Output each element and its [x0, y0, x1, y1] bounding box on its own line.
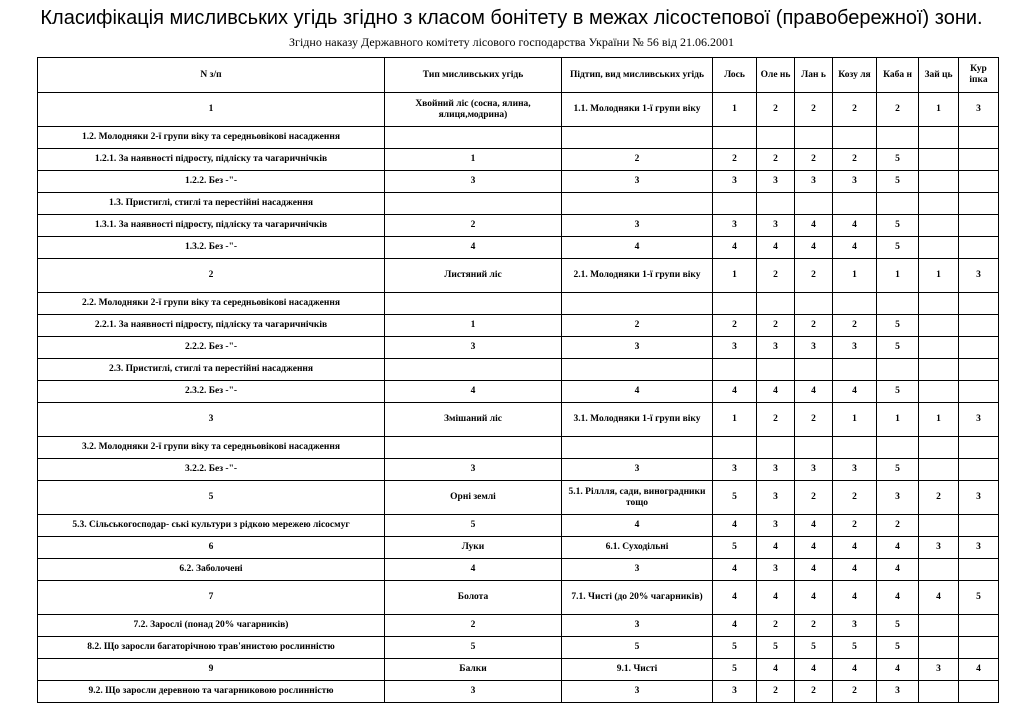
- table-cell-elk: 3: [713, 215, 757, 237]
- table-cell-land-type: Луки: [385, 537, 562, 559]
- table-cell-partridge: [959, 459, 999, 481]
- table-cell-partridge: 3: [959, 93, 999, 127]
- table-cell-roe-deer: 2: [833, 93, 877, 127]
- table-cell-deer: 4: [757, 537, 795, 559]
- table-cell-deer: 3: [757, 215, 795, 237]
- table-cell-roe-deer: [833, 437, 877, 459]
- table-cell-roe-deer: 1: [833, 403, 877, 437]
- table-cell-land-type: 3: [385, 681, 562, 703]
- table-cell-elk: 1: [713, 259, 757, 293]
- table-cell-land-type: Хвойний ліс (сосна, ялина, ялиця,модрина): [385, 93, 562, 127]
- table-cell-deer: 2: [757, 149, 795, 171]
- table-cell-number: 2.2.1. За наявності підросту, підліску та чагаричнічків: [38, 315, 385, 337]
- header-cell-subtype: Підтип, вид мисливських угідь: [562, 58, 713, 93]
- table-cell-deer: 4: [757, 659, 795, 681]
- table-cell-deer: [757, 437, 795, 459]
- table-cell-land-type: 1: [385, 149, 562, 171]
- table-cell-hare: [919, 149, 959, 171]
- table-cell-elk: 4: [713, 615, 757, 637]
- table-row: [38, 659, 999, 681]
- table-cell-subtype: 1.1. Молодняки 1-ї групи віку: [562, 93, 713, 127]
- table-cell-land-type: 3: [385, 459, 562, 481]
- table-cell-fallow-deer: 4: [795, 237, 833, 259]
- table-cell-deer: 3: [757, 559, 795, 581]
- table-cell-wild-boar: 4: [877, 537, 919, 559]
- table-row: [38, 559, 999, 581]
- table-cell-partridge: [959, 193, 999, 215]
- table-cell-subtype: 4: [562, 515, 713, 537]
- table-cell-hare: [919, 437, 959, 459]
- table-cell-hare: [919, 515, 959, 537]
- header-cell-roe-deer: Козу ля: [833, 58, 877, 93]
- table-cell-land-type: Болота: [385, 581, 562, 615]
- table-cell-fallow-deer: 2: [795, 315, 833, 337]
- table-cell-wild-boar: 1: [877, 259, 919, 293]
- table-cell-partridge: [959, 615, 999, 637]
- table-cell-land-type: Змішаний ліс: [385, 403, 562, 437]
- table-cell-partridge: [959, 381, 999, 403]
- table-cell-number: 2.2. Молодняки 2-ї групи віку та середньовікові насадження: [38, 293, 385, 315]
- table-cell-hare: [919, 615, 959, 637]
- table-cell-subtype: 3: [562, 215, 713, 237]
- table-cell-deer: 2: [757, 403, 795, 437]
- table-cell-roe-deer: 5: [833, 637, 877, 659]
- table-cell-fallow-deer: 4: [795, 215, 833, 237]
- table-cell-wild-boar: 2: [877, 515, 919, 537]
- table-cell-hare: 3: [919, 537, 959, 559]
- table-cell-subtype: 3: [562, 681, 713, 703]
- table-cell-partridge: [959, 437, 999, 459]
- table-cell-number: 1.3.1. За наявності підросту, підліску та чагаричнічків: [38, 215, 385, 237]
- table-cell-hare: [919, 381, 959, 403]
- table-cell-number: 2.3.2. Без -"-: [38, 381, 385, 403]
- table-cell-wild-boar: [877, 293, 919, 315]
- table-cell-roe-deer: 3: [833, 337, 877, 359]
- table-cell-land-type: 2: [385, 615, 562, 637]
- table-cell-fallow-deer: [795, 127, 833, 149]
- table-cell-hare: 1: [919, 403, 959, 437]
- table-cell-subtype: [562, 293, 713, 315]
- table-row: [38, 193, 999, 215]
- table-cell-land-type: [385, 293, 562, 315]
- table-body: [38, 93, 999, 703]
- table-cell-partridge: [959, 315, 999, 337]
- table-cell-subtype: 3: [562, 615, 713, 637]
- table-cell-land-type: Орні землі: [385, 481, 562, 515]
- table-cell-land-type: [385, 193, 562, 215]
- table-row: [38, 459, 999, 481]
- table-cell-land-type: [385, 437, 562, 459]
- table-row: [38, 681, 999, 703]
- table-cell-partridge: [959, 637, 999, 659]
- table-cell-elk: 2: [713, 149, 757, 171]
- header-cell-hare: Зай ць: [919, 58, 959, 93]
- table-cell-deer: 3: [757, 515, 795, 537]
- table-cell-roe-deer: [833, 359, 877, 381]
- table-cell-partridge: [959, 149, 999, 171]
- table-cell-fallow-deer: 4: [795, 559, 833, 581]
- table-cell-fallow-deer: 4: [795, 581, 833, 615]
- table-cell-elk: 1: [713, 93, 757, 127]
- table-cell-roe-deer: 3: [833, 171, 877, 193]
- table-cell-wild-boar: 3: [877, 681, 919, 703]
- table-cell-hare: [919, 215, 959, 237]
- table-cell-subtype: 2: [562, 149, 713, 171]
- table-cell-wild-boar: 2: [877, 93, 919, 127]
- table-cell-hare: 3: [919, 659, 959, 681]
- table-cell-partridge: [959, 337, 999, 359]
- table-cell-subtype: 4: [562, 381, 713, 403]
- table-cell-number: 8.2. Що заросли багаторічною трав'янистою рослинністю: [38, 637, 385, 659]
- table-cell-number: 2.2.2. Без -"-: [38, 337, 385, 359]
- table-cell-fallow-deer: 2: [795, 681, 833, 703]
- table-cell-wild-boar: 5: [877, 149, 919, 171]
- table-cell-number: 3.2.2. Без -"-: [38, 459, 385, 481]
- table-cell-elk: 5: [713, 481, 757, 515]
- table-cell-partridge: [959, 359, 999, 381]
- table-cell-wild-boar: 5: [877, 171, 919, 193]
- table-cell-wild-boar: 4: [877, 659, 919, 681]
- table-cell-number: 1.2. Молодняки 2-ї групи віку та середньовікові насадження: [38, 127, 385, 149]
- table-cell-number: 1.3.2. Без -"-: [38, 237, 385, 259]
- table-cell-partridge: 5: [959, 581, 999, 615]
- table-cell-wild-boar: 5: [877, 237, 919, 259]
- table-cell-fallow-deer: [795, 437, 833, 459]
- table-cell-deer: 3: [757, 171, 795, 193]
- table-cell-number: 1: [38, 93, 385, 127]
- table-cell-partridge: [959, 681, 999, 703]
- table-cell-fallow-deer: 5: [795, 637, 833, 659]
- table-cell-land-type: 2: [385, 215, 562, 237]
- table-row: [38, 237, 999, 259]
- header-cell-partridge: Кур іпка: [959, 58, 999, 93]
- table-cell-wild-boar: [877, 359, 919, 381]
- table-cell-hare: 2: [919, 481, 959, 515]
- table-cell-land-type: 5: [385, 515, 562, 537]
- table-cell-number: 9.2. Що заросли деревною та чагарниковою рослинністю: [38, 681, 385, 703]
- table-cell-land-type: 4: [385, 559, 562, 581]
- table-cell-deer: 2: [757, 681, 795, 703]
- table-cell-roe-deer: 4: [833, 537, 877, 559]
- table-cell-deer: 2: [757, 259, 795, 293]
- table-cell-wild-boar: 5: [877, 637, 919, 659]
- table-cell-deer: [757, 193, 795, 215]
- table-row: [38, 293, 999, 315]
- table-cell-partridge: 3: [959, 481, 999, 515]
- table-cell-elk: 4: [713, 581, 757, 615]
- table-cell-fallow-deer: 2: [795, 149, 833, 171]
- table-cell-land-type: 1: [385, 315, 562, 337]
- table-cell-roe-deer: 4: [833, 581, 877, 615]
- table-cell-hare: [919, 237, 959, 259]
- table-cell-number: 1.3. Пристиглі, стиглі та перестійні насадження: [38, 193, 385, 215]
- table-cell-hare: [919, 293, 959, 315]
- table-cell-elk: 2: [713, 315, 757, 337]
- table-cell-fallow-deer: 4: [795, 537, 833, 559]
- table-cell-roe-deer: 2: [833, 481, 877, 515]
- table-cell-roe-deer: 4: [833, 659, 877, 681]
- table-cell-partridge: [959, 293, 999, 315]
- table-cell-fallow-deer: 3: [795, 171, 833, 193]
- table-cell-wild-boar: 4: [877, 559, 919, 581]
- table-cell-wild-boar: 5: [877, 337, 919, 359]
- table-cell-elk: 3: [713, 459, 757, 481]
- table-cell-land-type: 3: [385, 337, 562, 359]
- table-cell-fallow-deer: 4: [795, 659, 833, 681]
- table-cell-partridge: 3: [959, 403, 999, 437]
- table-row: [38, 127, 999, 149]
- table-cell-elk: 3: [713, 681, 757, 703]
- table-cell-number: 3.2. Молодняки 2-ї групи віку та середньовікові насадження: [38, 437, 385, 459]
- table-cell-roe-deer: 1: [833, 259, 877, 293]
- table-cell-partridge: 3: [959, 537, 999, 559]
- table-row: [38, 481, 999, 515]
- table-cell-wild-boar: 4: [877, 581, 919, 615]
- table-cell-partridge: [959, 559, 999, 581]
- table-cell-land-type: Листяний ліс: [385, 259, 562, 293]
- table-cell-land-type: 4: [385, 381, 562, 403]
- table-cell-elk: [713, 293, 757, 315]
- table-cell-hare: [919, 337, 959, 359]
- table-row: [38, 581, 999, 615]
- table-cell-elk: 4: [713, 515, 757, 537]
- table-cell-deer: 4: [757, 581, 795, 615]
- table-cell-elk: [713, 193, 757, 215]
- table-cell-hare: [919, 127, 959, 149]
- table-cell-elk: 5: [713, 659, 757, 681]
- table-cell-land-type: 3: [385, 171, 562, 193]
- table-cell-subtype: 5.1. Ріллля, сади, виноградники тощо: [562, 481, 713, 515]
- document-title: Класифікація мисливських угідь згідно з класом бонітету в межах лісостепової (правобережної) зони.: [40, 7, 983, 29]
- table-row: [38, 615, 999, 637]
- table-cell-hare: [919, 359, 959, 381]
- table-cell-wild-boar: 5: [877, 459, 919, 481]
- table-cell-roe-deer: 2: [833, 515, 877, 537]
- table-cell-elk: 3: [713, 171, 757, 193]
- table-cell-wild-boar: [877, 193, 919, 215]
- table-cell-partridge: 4: [959, 659, 999, 681]
- table-cell-fallow-deer: 3: [795, 337, 833, 359]
- table-cell-number: 6: [38, 537, 385, 559]
- table-cell-wild-boar: [877, 437, 919, 459]
- table-cell-roe-deer: 4: [833, 215, 877, 237]
- table-cell-number: 3: [38, 403, 385, 437]
- table-cell-deer: 3: [757, 459, 795, 481]
- table-cell-elk: 1: [713, 403, 757, 437]
- table-row: [38, 537, 999, 559]
- table-row: [38, 149, 999, 171]
- table-cell-subtype: [562, 359, 713, 381]
- table-row: [38, 637, 999, 659]
- header-cell-elk: Лось: [713, 58, 757, 93]
- table-cell-roe-deer: 3: [833, 459, 877, 481]
- table-cell-elk: [713, 127, 757, 149]
- table-cell-wild-boar: 1: [877, 403, 919, 437]
- table-cell-fallow-deer: [795, 359, 833, 381]
- table-cell-number: 2: [38, 259, 385, 293]
- header-row: [38, 58, 999, 93]
- table-cell-wild-boar: 5: [877, 315, 919, 337]
- table-cell-elk: [713, 437, 757, 459]
- table-row: [38, 359, 999, 381]
- table-cell-roe-deer: 2: [833, 315, 877, 337]
- table-cell-elk: [713, 359, 757, 381]
- table-cell-fallow-deer: 3: [795, 459, 833, 481]
- table-cell-subtype: 3.1. Молодняки 1-ї групи віку: [562, 403, 713, 437]
- table-cell-partridge: [959, 515, 999, 537]
- table-cell-wild-boar: 3: [877, 481, 919, 515]
- table-cell-deer: 2: [757, 93, 795, 127]
- table-cell-wild-boar: [877, 127, 919, 149]
- table-cell-subtype: 5: [562, 637, 713, 659]
- header-cell-wild-boar: Каба н: [877, 58, 919, 93]
- table-cell-subtype: [562, 193, 713, 215]
- table-cell-number: 2.3. Пристиглі, стиглі та перестійні насадження: [38, 359, 385, 381]
- table-cell-number: 1.2.1. За наявності підросту, підліску та чагаричнічків: [38, 149, 385, 171]
- table-cell-deer: 3: [757, 481, 795, 515]
- table-cell-deer: 2: [757, 615, 795, 637]
- table-row: [38, 259, 999, 293]
- table-cell-deer: 5: [757, 637, 795, 659]
- table-cell-subtype: 6.1. Суходільні: [562, 537, 713, 559]
- table-cell-number: 9: [38, 659, 385, 681]
- table-cell-wild-boar: 5: [877, 215, 919, 237]
- table-cell-roe-deer: [833, 193, 877, 215]
- table-cell-subtype: 4: [562, 237, 713, 259]
- table-cell-hare: [919, 315, 959, 337]
- table-cell-partridge: [959, 127, 999, 149]
- table-cell-subtype: 9.1. Чисті: [562, 659, 713, 681]
- table-cell-fallow-deer: 4: [795, 515, 833, 537]
- table-cell-fallow-deer: 2: [795, 259, 833, 293]
- table-cell-deer: [757, 293, 795, 315]
- table-cell-elk: 4: [713, 237, 757, 259]
- table-row: [38, 337, 999, 359]
- table-cell-hare: [919, 559, 959, 581]
- table-header: [38, 58, 999, 93]
- header-cell-fallow-deer: Лан ь: [795, 58, 833, 93]
- table-cell-elk: 5: [713, 537, 757, 559]
- table-cell-land-type: Балки: [385, 659, 562, 681]
- table-row: [38, 437, 999, 459]
- table-cell-fallow-deer: [795, 193, 833, 215]
- table-cell-hare: [919, 171, 959, 193]
- table-cell-elk: 5: [713, 637, 757, 659]
- table-row: [38, 315, 999, 337]
- table-cell-elk: 3: [713, 337, 757, 359]
- table-cell-fallow-deer: 4: [795, 381, 833, 403]
- table-cell-subtype: 3: [562, 459, 713, 481]
- table-cell-subtype: 3: [562, 171, 713, 193]
- table-cell-subtype: 2.1. Молодняки 1-ї групи віку: [562, 259, 713, 293]
- table-cell-subtype: 3: [562, 337, 713, 359]
- table-cell-number: 7: [38, 581, 385, 615]
- table-cell-hare: [919, 193, 959, 215]
- table-cell-hare: [919, 681, 959, 703]
- table-cell-roe-deer: 4: [833, 237, 877, 259]
- table-cell-deer: [757, 127, 795, 149]
- table-cell-fallow-deer: 2: [795, 403, 833, 437]
- header-cell-land-type: Тип мисливських угідь: [385, 58, 562, 93]
- table-cell-subtype: [562, 437, 713, 459]
- table-cell-subtype: 7.1. Чисті (до 20% чагарників): [562, 581, 713, 615]
- table-cell-partridge: [959, 237, 999, 259]
- table-cell-roe-deer: 2: [833, 149, 877, 171]
- table-cell-deer: 3: [757, 337, 795, 359]
- table-row: [38, 403, 999, 437]
- table-cell-fallow-deer: 2: [795, 93, 833, 127]
- table-cell-subtype: 2: [562, 315, 713, 337]
- table-row: [38, 515, 999, 537]
- table-cell-number: 1.2.2. Без -"-: [38, 171, 385, 193]
- table-cell-fallow-deer: [795, 293, 833, 315]
- table-cell-subtype: [562, 127, 713, 149]
- document-subtitle: Згідно наказу Державного комітету лісового господарства України № 56 від 21.06.2001: [289, 35, 734, 49]
- table-cell-land-type: 5: [385, 637, 562, 659]
- table-cell-roe-deer: [833, 293, 877, 315]
- table-cell-subtype: 3: [562, 559, 713, 581]
- table-cell-partridge: [959, 215, 999, 237]
- table-cell-hare: 1: [919, 93, 959, 127]
- table-cell-partridge: [959, 171, 999, 193]
- table-cell-land-type: [385, 127, 562, 149]
- table-row: [38, 215, 999, 237]
- table-cell-hare: 4: [919, 581, 959, 615]
- table-cell-wild-boar: 5: [877, 615, 919, 637]
- table-cell-deer: 4: [757, 381, 795, 403]
- table-cell-number: 7.2. Зарослі (понад 20% чагарників): [38, 615, 385, 637]
- table-cell-elk: 4: [713, 381, 757, 403]
- classification-table: [37, 57, 999, 703]
- table-cell-wild-boar: 5: [877, 381, 919, 403]
- table-cell-deer: [757, 359, 795, 381]
- table-row: [38, 171, 999, 193]
- header-cell-deer: Оле нь: [757, 58, 795, 93]
- table-cell-hare: 1: [919, 259, 959, 293]
- table-row: [38, 93, 999, 127]
- table-cell-land-type: 4: [385, 237, 562, 259]
- table-cell-elk: 4: [713, 559, 757, 581]
- table-cell-roe-deer: 3: [833, 615, 877, 637]
- table-cell-roe-deer: 4: [833, 381, 877, 403]
- table-cell-number: 6.2. Заболочені: [38, 559, 385, 581]
- table-cell-roe-deer: 4: [833, 559, 877, 581]
- table-cell-partridge: 3: [959, 259, 999, 293]
- table-cell-number: 5.3. Сільськогосподар- ські культури з рідкою мережею лісосмуг: [38, 515, 385, 537]
- table-cell-deer: 2: [757, 315, 795, 337]
- table-cell-roe-deer: [833, 127, 877, 149]
- header-cell-number: N з/п: [38, 58, 385, 93]
- table-row: [38, 381, 999, 403]
- table-cell-number: 5: [38, 481, 385, 515]
- table-cell-fallow-deer: 2: [795, 615, 833, 637]
- table-cell-hare: [919, 459, 959, 481]
- table-cell-hare: [919, 637, 959, 659]
- table-cell-fallow-deer: 2: [795, 481, 833, 515]
- table-cell-land-type: [385, 359, 562, 381]
- table-cell-roe-deer: 2: [833, 681, 877, 703]
- table-cell-deer: 4: [757, 237, 795, 259]
